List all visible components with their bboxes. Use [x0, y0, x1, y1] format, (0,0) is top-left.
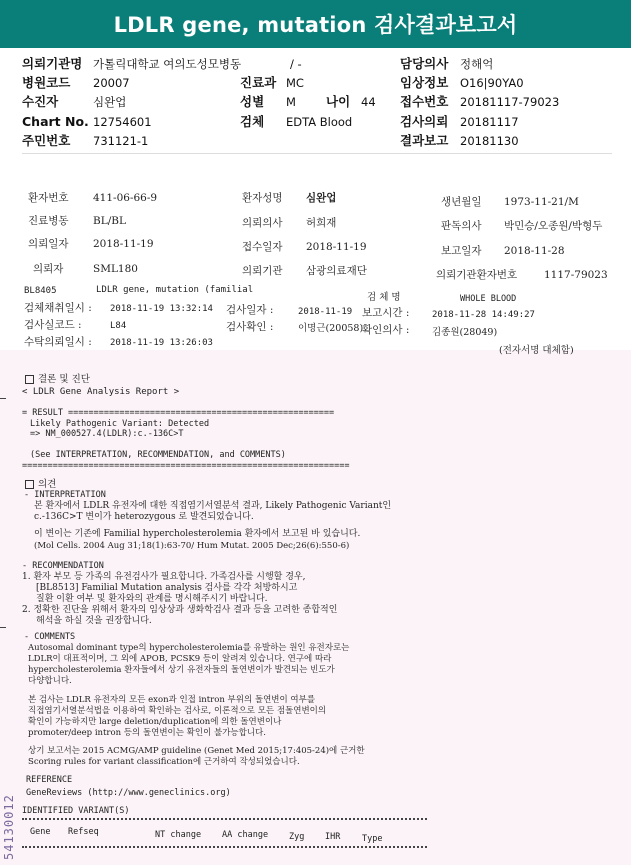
- lab-code-value: L84: [110, 321, 127, 331]
- recommendation-line-1: 1. 환자 부모 등 가족의 유전검사가 필요합니다. 가족검사를 시행할 경우,: [22, 572, 306, 582]
- comments-line-7: 확인이 가능하지만 large deletion/duplication에 의한 돌연변이나: [28, 717, 282, 727]
- clinical-info-label: 임상정보: [400, 75, 449, 90]
- report-time-label: 보고시간 :: [362, 307, 410, 319]
- consign-value: 2018-11-19 13:26:03: [110, 338, 213, 348]
- recipient-label: 수진자: [22, 94, 59, 109]
- test-date-label: 검사일자 :: [226, 304, 274, 316]
- department-value: MC: [286, 76, 304, 90]
- comments-line-2: LDLR이 대표적이며, 그 외에 APOB, PCSK9 등이 알려져 있습니다. 연구에 따라: [28, 654, 332, 664]
- req-org-no-label: 의뢰기관환자번호: [436, 269, 518, 281]
- specimen-value: EDTA Blood: [286, 115, 353, 129]
- header-divider: [22, 153, 612, 154]
- col-aa-change: AA change: [222, 830, 269, 840]
- test-date-value: 2018-11-19: [298, 307, 353, 317]
- receipt-no-label: 접수번호: [400, 94, 449, 109]
- requester-value: SML180: [93, 263, 138, 275]
- interpretation-line-1: 본 환자에서 LDLR 유전자에 대한 직접염기서열분석 결과, Likely Pathogenic Variant인: [34, 501, 392, 511]
- comments-line-1: Autosomal dominant type의 hypercholesterolemia를 유발하는 원인 유전자로는: [28, 643, 350, 653]
- reference-line-1: GeneReviews (http://www.geneclinics.org): [26, 788, 231, 798]
- patient-no-label: 환자번호: [28, 192, 69, 204]
- page-edge-mark: [0, 627, 6, 628]
- collect-label: 검체채취일시 :: [24, 302, 92, 314]
- page-edge-mark: [0, 398, 6, 399]
- interpretation-header: - INTERPRETATION: [24, 490, 106, 500]
- requester-label: 의뢰자: [33, 263, 64, 275]
- comments-line-6: 직접염기서열분석법을 이용하여 확인하는 검사로, 이론적으로 모든 점돌연변이의: [28, 706, 327, 716]
- comments-line-5: 본 검사는 LDLR 유전자의 모든 exon과 인접 intron 부위의 돌연변이 여부를: [28, 695, 316, 705]
- reading-physician-label: 판독의사: [441, 220, 482, 232]
- comments-line-3: hypercholesterolemia 환자들에서 상기 유전자들의 돌연변이가 발견되는 빈도가: [28, 665, 335, 675]
- recommendation-line-3: 질환 이환 여부 및 환자와의 관계를 명시해주시기 바랍니다.: [36, 594, 268, 604]
- collect-value: 2018-11-19 13:32:14: [110, 304, 213, 314]
- confirm-doctor-value: 김종원(28049): [432, 327, 498, 338]
- dob-label: 생년월일: [441, 196, 482, 208]
- req-date-label: 의뢰일자: [28, 238, 69, 250]
- age-label: 나이: [326, 94, 351, 109]
- reference-header: REFERENCE: [26, 775, 73, 785]
- test-name: LDLR gene, mutation (familial: [96, 285, 254, 295]
- scanned-report: [0, 170, 631, 865]
- see-line: (See INTERPRETATION, RECOMMENDATION, and COMMENTS): [30, 450, 286, 460]
- equals-divider: ================================================================: [22, 461, 350, 471]
- col-nt-change: NT change: [155, 830, 202, 840]
- col-type: Type: [362, 834, 383, 844]
- recommendation-header: - RECOMMENDATION: [22, 561, 104, 571]
- req-physician-label: 의뢰의사: [242, 217, 283, 229]
- report-time-value: 2018-11-28 14:49:27: [432, 310, 535, 320]
- attending-physician-label: 담당의사: [400, 56, 449, 71]
- test-confirm-label: 검사확인 :: [226, 321, 274, 333]
- col-gene: Gene: [30, 827, 51, 837]
- recommendation-line-2: [BL8513] Familial Mutation analysis 검사를 각각 처방하시고: [36, 583, 298, 593]
- dob-value: 1973-11-21/M: [504, 196, 579, 208]
- receive-date-label: 접수일자: [242, 241, 283, 253]
- requesting-institution-extra: / -: [290, 57, 302, 71]
- recipient-value: 심완업: [93, 95, 127, 109]
- comments-line-10: Scoring rules for variant classification에 근거하여 작성되었습니다.: [28, 757, 300, 767]
- req-org-no-value: 1117-79023: [544, 269, 608, 281]
- age-value: 44: [361, 95, 376, 109]
- identified-variants-header: IDENTIFIED VARIANT(S): [22, 806, 130, 816]
- test-request-label: 검사의뢰: [400, 114, 449, 129]
- hospital-code-label: 병원코드: [22, 75, 71, 90]
- side-vertical-code: [2, 720, 16, 865]
- clinical-info-value: O16|90YA0: [460, 76, 524, 90]
- comments-line-4: 다양합니다.: [28, 676, 72, 686]
- report-date-value: 2018-11-28: [504, 245, 565, 257]
- col-refseq: Refseq: [68, 827, 99, 837]
- result-section-checkbox-icon: [25, 375, 34, 384]
- consign-label: 수탁의뢰일시 :: [24, 336, 92, 348]
- req-physician-value: 허희재: [306, 217, 337, 229]
- attending-physician-value: 정해억: [460, 57, 494, 71]
- patient-name-value: 심완업: [306, 192, 337, 204]
- result-report-value: 20181130: [460, 134, 519, 148]
- req-org-value: 삼광의료재단: [306, 265, 367, 277]
- opinion-title: 의견: [38, 479, 57, 490]
- patient-no-value: 411-06-66-9: [93, 192, 158, 204]
- report-title: LDLR gene, mutation 검사결과보고서: [0, 0, 631, 48]
- rrn-value: 731121-1: [93, 134, 149, 148]
- patient-name-label: 환자성명: [242, 192, 283, 204]
- result-section-title: 결론 및 진단: [38, 374, 90, 385]
- side-code-text: 54130012: [2, 794, 16, 860]
- department-label: 진료과: [240, 75, 277, 90]
- interpretation-line-3: 이 변이는 기존에 Familial hypercholesterolemia 환자에서 보고된 바 있습니다.: [34, 529, 361, 539]
- receipt-no-value: 20181117-79023: [460, 95, 560, 109]
- sex-label: 성별: [240, 94, 265, 109]
- variants-header-divider: [22, 846, 427, 848]
- result-line-1: Likely Pathogenic Variant: Detected: [30, 419, 210, 429]
- sex-value: M: [286, 95, 296, 109]
- ward-label: 진료병동: [28, 215, 69, 227]
- result-line-2: => NM_000527.4(LDLR):c.-136C>T: [30, 429, 184, 439]
- test-code: BL8405: [24, 286, 57, 296]
- test-confirm-value: 이명근(20058): [298, 323, 364, 334]
- variants-top-divider: [22, 818, 427, 820]
- opinion-section-checkbox-icon: [25, 480, 34, 489]
- esign-note: (전자서명 대체함): [499, 345, 574, 356]
- comments-header: - COMMENTS: [24, 632, 76, 642]
- receive-date-value: 2018-11-19: [306, 241, 367, 253]
- req-org-label: 의뢰기관: [242, 265, 283, 277]
- comments-line-8: promoter/deep intron 등의 돌연변이는 확인이 불가능합니다.: [28, 728, 266, 738]
- col-zyg: Zyg: [289, 832, 305, 842]
- test-request-value: 20181117: [460, 115, 519, 129]
- recommendation-line-4: 2. 정확한 진단을 위해서 환자의 임상상과 생화학검사 결과 등을 고려한 종합적인: [22, 605, 338, 615]
- lab-code-label: 검사실코드 :: [24, 319, 82, 331]
- interpretation-line-2: c.-136C>T 변이가 heterozygous 로 발견되었습니다.: [34, 512, 254, 522]
- chart-no-label: Chart No.: [22, 114, 89, 129]
- report-date-label: 보고일자: [441, 245, 482, 257]
- specimen-name-value: WHOLE BLOOD: [460, 294, 517, 304]
- comments-line-9: 상기 보고서는 2015 ACMG/AMP guideline (Genet Med 2015;17:405-24)에 근거한: [28, 746, 365, 756]
- ward-value: BL/BL: [93, 215, 126, 227]
- recommendation-line-5: 해석을 하실 것을 권장합니다.: [36, 616, 152, 626]
- report-name: < LDLR Gene Analysis Report >: [22, 387, 180, 397]
- rrn-label: 주민번호: [22, 133, 71, 148]
- requesting-institution-label: 의뢰기관명: [22, 56, 83, 71]
- confirm-doctor-label: 확인의사 :: [362, 324, 410, 336]
- req-date-value: 2018-11-19: [93, 238, 154, 250]
- reading-physician-value: 박민승/오종원/박형두: [504, 220, 603, 232]
- col-ihr: IHR: [325, 832, 341, 842]
- hospital-code-value: 20007: [93, 76, 130, 90]
- result-header: = RESULT ====================================================: [22, 408, 335, 418]
- result-report-label: 결과보고: [400, 133, 449, 148]
- specimen-label: 검체: [240, 114, 265, 129]
- requesting-institution-value: 가톨릭대학교 여의도성모병동: [93, 57, 242, 71]
- chart-no-value: 12754601: [93, 115, 152, 129]
- report-header-info: [0, 52, 631, 152]
- interpretation-line-4: (Mol Cells. 2004 Aug 31;18(1):63-70/ Hum Mutat. 2005 Dec;26(6):550-6): [34, 541, 350, 551]
- specimen-name-label: 검 체 명: [367, 292, 401, 303]
